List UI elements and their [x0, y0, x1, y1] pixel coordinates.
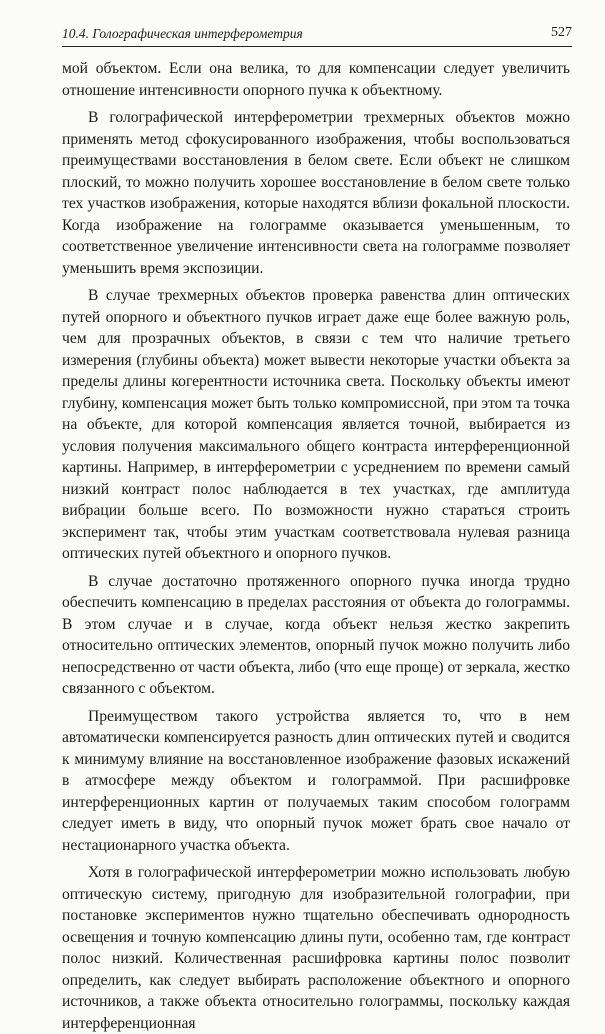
paragraph-extended-reference: В случае достаточно протяженного опорного пучка иногда трудно обеспечить компенсацию в пределах расстояния от объекта до голограммы. В этом случае и в случае, когда объект нельзя жестко закрепить относительно оптических элементов, опорный пучок можно получить либо непосредственно от части объекта, либо (что еще проще) от зеркала, жестко связанного с объектом.	[62, 572, 570, 697]
page-number: 527	[551, 25, 572, 40]
paragraph-continuation: мой объектом. Если она велика, то для компенсации следует увеличить отношение интенсивности опорного пучка к объектному.	[62, 60, 570, 99]
section-title: 10.4. Голографическая интерферометрия	[62, 26, 303, 41]
page-body	[62, 58, 570, 1034]
running-head	[62, 24, 572, 47]
paragraph-focused-image: В голографической интерферометрии трехмерных объектов можно применять метод сфокусированного изображения, чтобы воспользоваться преимуществами восстановления в белом свете. Если объект не слишком плоский, то можно получить хорошее восстановление в белом свете только тех участков изображения, которые находятся вблизи фокальной плоскости. Когда изображение на голограмме оказывается уменьшенным, то соответственное увеличение интенсивности света на голограмме позволяет уменьшить время экспозиции.	[62, 109, 570, 277]
paragraph-optical-system: Хотя в голографической интерферометрии можно использовать любую оптическую систему, пригодную для изобразительной голографии, при постановке экспериментов нужно тщательно обеспечивать однородность освещения и точную компенсацию длины пути, особенно там, где контраст полос низкий. Количественная расшифровка картины полос позволит определить, как следует выбирать расположение объектного и опорного источников, а также объекта относительно голограммы, поскольку каждая интерференционная	[62, 864, 570, 1032]
paragraph-advantage: Преимуществом такого устройства является то, что в нем автоматически компенсируется разность длин оптических путей и сводится к минимуму влияние на восстановленное изображение фазовых искажений в атмосфере между объектом и голограммой. При расшифровке интерференционных картин от получаемых таким способом голограмм следует иметь в виду, что опорный пучок может брать свое начало от нестационарного участка объекта.	[62, 707, 570, 854]
paragraph-path-equality: В случае трехмерных объектов проверка равенства длин оптических путей опорного и объектного пучков играет даже еще более важную роль, чем для прозрачных объектов, в связи с тем что наличие третьего измерения (глубины объекта) может вывести некоторые участки объекта за пределы длины когерентности источника света. Поскольку объекты имеют глубину, компенсация может быть только компромиссной, при этом та точка на объекте, для которой компенсация является точной, выбирается из условия получения максимального общего контраста интерференционной картины. Например, в интерферометрии с усреднением по времени самый низкий контраст полос наблюдается в тех участках, где амплитуда вибрации больше всего. По возможности нужно стараться строить эксперимент так, чтобы этим участкам соответствовала нулевая разница оптических путей объектного и опорного пучков.	[62, 287, 570, 562]
